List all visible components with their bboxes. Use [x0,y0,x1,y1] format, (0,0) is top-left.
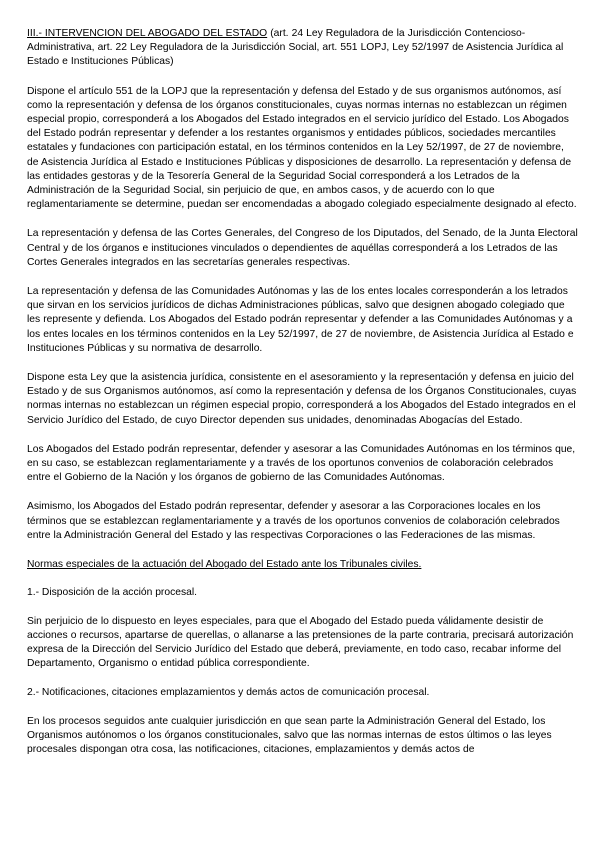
paragraph-cortes-generales: La representación y defensa de las Cortes Generales, del Congreso de los Diputados, del Senado, de la Junta Electoral Central y de los órganos e instituciones vinculados o dependientes de aquéllas corresponderá a los Letrados de las Cortes Generales integrados en las secretarías generales respectivas. [27,228,578,268]
document-heading [27,27,578,70]
paragraph-convenios-comunidades: Los Abogados del Estado podrán representar, defender y asesorar a las Comunidades Autónomas en los términos que, en su caso, se establezcan reglamentariamente y a través de los oportunos convenios de colaboración celebrados entre el Gobierno de la Nación y los órganos de gobierno de las Comunidades Autónomas. [27,443,576,484]
paragraph-lopj: Dispone el artículo 551 de la LOPJ que la representación y defensa del Estado y de sus organismos autónomos, así como la representación y defensa de los órganos constitucionales, cuyas normas internas no establezcan un régimen especial propio, corresponderá a los Abogados del Estado integrados en el servicio jurídico del Estado. Los Abogados del Estado podrán representar y defender a los restantes organismos y entidades públicos, sociedades mercantiles estatales y fundaciones con participación estatal, en los términos contenidos en la Ley 52/1997, de 27 de noviembre, de Asistencia Jurídica al Estado e Instituciones Públicas y disposiciones de desarrollo. La representación y defensa de las entidades gestoras y de la Tesorería General de la Seguridad Social corresponderá a los Letrados de la Administración de la Seguridad Social, sin perjuicio de que, en ambos casos, y de acuerdo con lo que reglamentariamente se determine, puedan ser encomendadas a abogado colegiado especialmente designado al efecto. [27,85,577,211]
heading-subtitle: (art. 24 Ley Reguladora de la Jurisdicción Contencioso-Administrativa, art. 22 Ley Reguladora de la Jurisdicción Social, art. 551 LOPJ, Ley 52/1997 de Asistencia Jurídica al Estado e Instituciones Públicas) [27,28,564,68]
paragraph-asistencia-juridica: Dispone esta Ley que la asistencia jurídica, consistente en el asesoramiento y la representación y defensa en juicio del Estado y de sus Organismos autónomos, así como la representación y defensa de los Órganos Constitucionales, cuyas normas internas no establezcan un régimen especial propio, corresponderá a los Abogados del Estado integrados en el Servicio Jurídico del Estado, de cuyo Director dependen sus unidades, denominadas Abogacías del Estado. [27,372,577,426]
paragraph-corporaciones-locales: Asimismo, los Abogados del Estado podrán representar, defender y asesorar a las Corporaciones locales en los términos que se establezcan reglamentariamente y a través de los oportunos convenios de colaboración celebrados entre la Administración General del Estado y las respectivas Corporaciones o las Federaciones de las mismas. [27,501,560,541]
item-2-title: 2.- Notificaciones, citaciones emplazamientos y demás actos de comunicación procesal. [27,687,430,699]
heading-title: III.- INTERVENCION DEL ABOGADO DEL ESTADO [27,28,268,39]
item-2-text: En los procesos seguidos ante cualquier jurisdicción en que sean parte la Administración General del Estado, los Organismos autónomos o los órganos constitucionales, salvo que las normas internas de estos últimos o las leyes procesales dispongan otra cosa, las notificaciones, citaciones, emplazamientos y demás actos de [27,715,552,755]
paragraph-comunidades-autonomas: La representación y defensa de las Comunidades Autónomas y las de los entes locales corresponderán a los letrados que sirvan en los servicios jurídicos de dichas Administraciones públicas, salvo que designen abogado colegiado que les represente y defienda. Los Abogados del Estado podrán representar y defender a las Comunidades Autónomas y a los entes locales en los términos contenidos en la Ley 52/1997, de 27 de noviembre, de Asistencia Jurídica al Estado e Instituciones Públicas y su normativa de desarrollo. [27,286,574,354]
item-1-title: 1.- Disposición de la acción procesal. [27,587,197,599]
item-1-text: Sin perjuicio de lo dispuesto en leyes especiales, para que el Abogado del Estado pueda válidamente desistir de acciones o recursos, apartarse de querellas, o allanarse a las pretensiones de la parte contraria, precisará autorización expresa de la Dirección del Servicio Jurídico del Estado que deberá, previamente, en todo caso, recabar informe del Departamento, Organismo o entidad pública correspondiente. [27,615,574,670]
section-title: Normas especiales de la actuación del Abogado del Estado ante los Tribunales civiles. [27,559,422,571]
